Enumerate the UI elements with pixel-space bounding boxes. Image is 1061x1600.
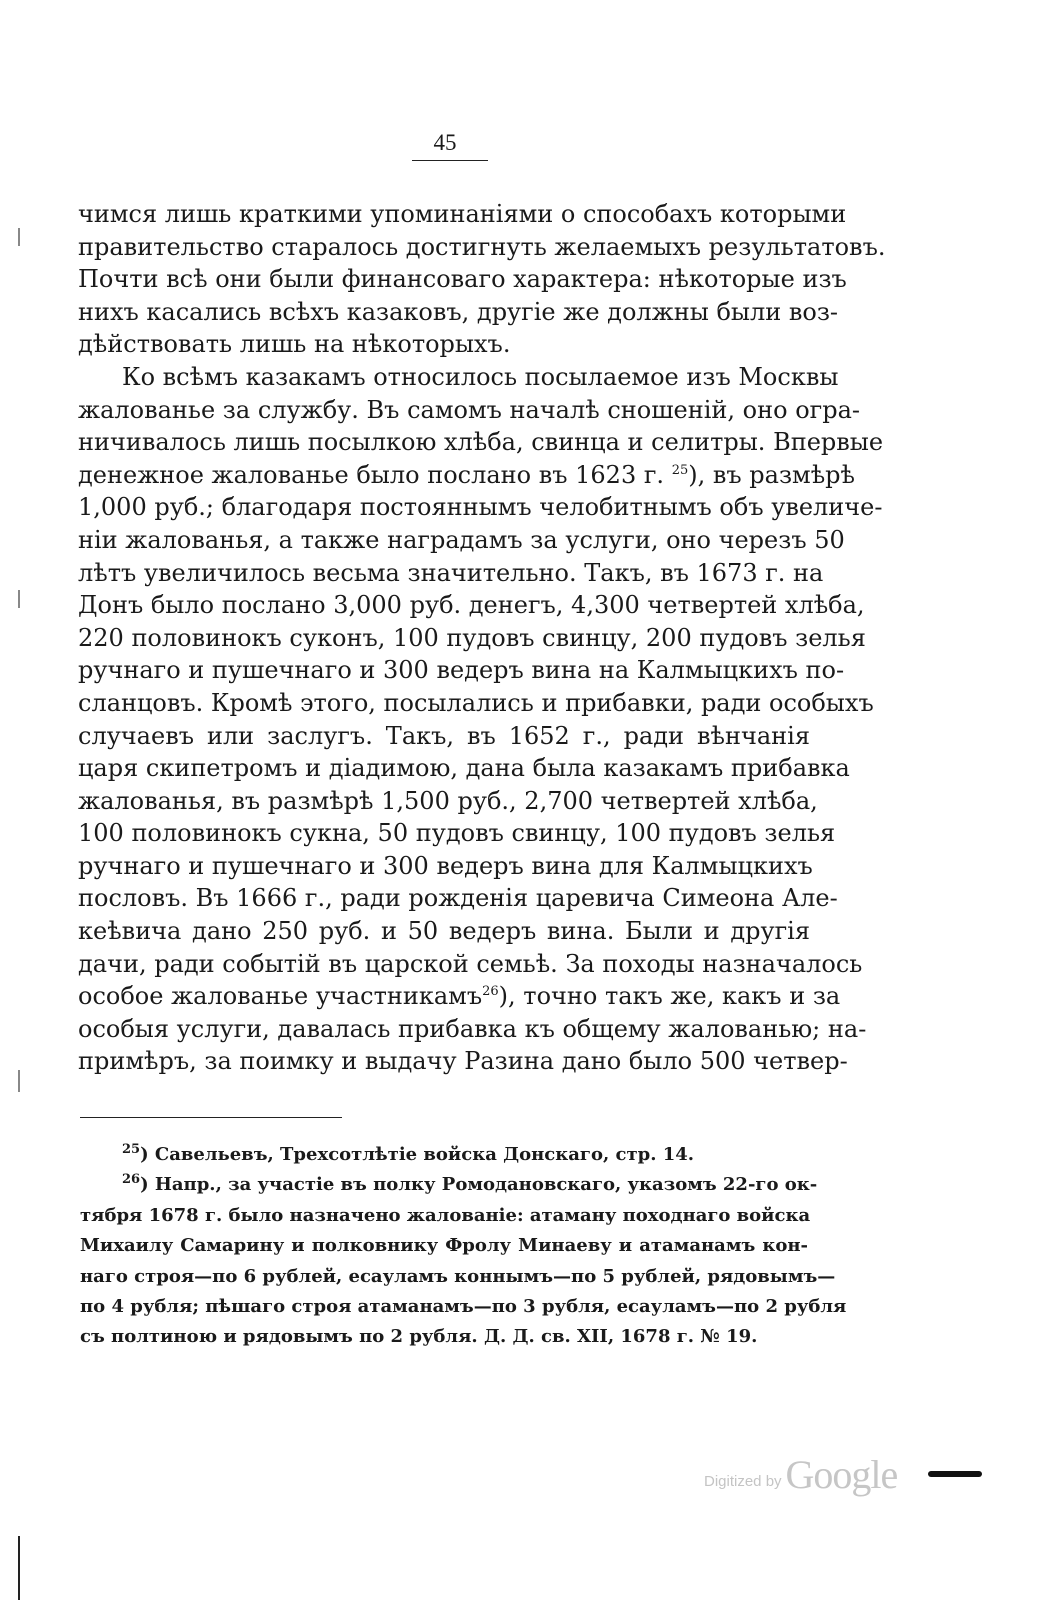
text-line: особыя услуги, давалась прибавка къ общему жалованью; на- [78,1014,867,1043]
google-logo: Google [785,1452,898,1497]
text-line [78,980,841,1013]
text-line: ніи жалованья, а также наградамъ за услуги, оно черезъ 50 [78,525,845,554]
footnote-26 [80,1170,818,1200]
footnote-marker: 25 [122,1142,141,1157]
text-segment: ), въ размѣрѣ [688,460,856,489]
footnote-line: наго строя—по 6 рублей, есауламъ коннымъ—по 5 рублей, рядовымъ— [80,1265,836,1287]
text-line: дачи, ради событій въ царской семьѣ. За походы назначалось [78,949,863,978]
text-line: примѣръ, за поимку и выдачу Разина дано было 500 четвер- [78,1047,848,1076]
footnotes [80,1140,847,1353]
digitized-by-label: Digitized by [704,1473,782,1490]
footnote-text: ) Напр., за участіе въ полку Ромодановскаго, указомъ 22-го ок- [140,1174,818,1196]
text-line: сланцовъ. Кромѣ этого, посылались и прибавки, ради особыхъ [78,688,874,717]
text-line: 100 половинокъ сукна, 50 пудовъ свинцу, 100 пудовъ зелья [78,819,836,848]
text-line: лѣтъ увеличилось весьма значительно. Такъ, въ 1673 г. на [78,558,824,587]
page-number: 45 [433,130,457,155]
footnote-line: съ полтиною и рядовымъ по 2 рубля. Д. Д. св. XII, 1678 г. № 19. [80,1326,758,1348]
body-text [78,198,886,1078]
margin-mark [18,590,20,608]
margin-mark [18,228,20,246]
text-line: царя скипетромъ и діадимою, дана была казакамъ прибавка [78,754,850,783]
footnote-ref: 25 [671,462,689,478]
footnote-25 [80,1140,808,1170]
text-line: пословъ. Въ 1666 г., ради рожденія царевича Симеона Але- [78,884,838,913]
text-line: дѣйствовать лишь на нѣкоторыхъ. [78,330,511,359]
margin-mark [18,1536,20,1600]
footnote-line: по 4 рубля; пѣшаго строя атаманамъ—по 3 рубля, есауламъ—по 2 рубля [80,1295,847,1317]
text-segment: ), точно такъ же, какъ и за [498,982,841,1011]
footnote-rule [80,1117,342,1118]
footnote-marker: 26 [122,1172,141,1188]
page-number-rule [412,160,488,161]
text-line: 1,000 руб.; благодаря постояннымъ челобитнымъ объ увеличе- [78,493,883,522]
text-line: Донъ было послано 3,000 руб. денегъ, 4,300 четвертей хлѣба, [78,591,865,620]
text-line: Ко всѣмъ казакамъ относилось посылаемое изъ Москвы [122,362,839,391]
text-line: правительство старалось достигнуть желаемыхъ результатовъ. [78,232,886,261]
footnote-line: Михаилу Самарину и полковнику Фролу Минаеву и атаманамъ кон- [80,1235,808,1257]
text-line: случаевъ или заслугъ. Такъ, въ 1652 г., ради вѣнчанія [78,721,810,750]
text-line: нихъ касались всѣхъ казаковъ, другіе же должны были воз- [78,297,839,326]
footnote-line: тября 1678 г. было назначено жалованіе: атаману походнаго войска [80,1204,811,1226]
text-line: чимся лишь краткими упоминаніями о способахъ которыми [78,200,847,228]
text-line: жалованье за службу. Въ самомъ началѣ сношеній, оно огра- [78,395,860,424]
footnote-ref: 26 [482,984,499,1000]
scan-mark [928,1471,982,1477]
text-line: кеѣвича дано 250 руб. и 50 ведеръ вина. Были и другія [78,917,810,946]
text-line: ничивалось лишь посылкою хлѣба, свинца и селитры. Впервые [78,428,884,457]
text-line: жалованья, въ размѣрѣ 1,500 руб., 2,700 четвертей хлѣба, [78,786,818,815]
text-line: Почти всѣ они были финансоваго характера: нѣкоторые изъ [78,265,847,294]
text-line: ручнаго и пушечнаго и 300 ведеръ вина на Калмыцкихъ по- [78,656,845,685]
text-line [78,459,856,492]
footnote-text: ) Савельевъ, Трехсотлѣтіе войска Донскаго, стр. 14. [140,1144,695,1165]
text-line: ручнаго и пушечнаго и 300 ведеръ вина для Калмыцкихъ [78,851,813,880]
text-line: 220 половинокъ суконъ, 100 пудовъ свинцу, 200 пудовъ зелья [78,623,866,652]
margin-mark [18,1070,20,1092]
text-segment: денежное жалованье было послано въ 1623 г. [78,460,665,489]
digitized-watermark [704,1448,897,1498]
text-segment: особое жалованье участникамъ [78,982,483,1011]
